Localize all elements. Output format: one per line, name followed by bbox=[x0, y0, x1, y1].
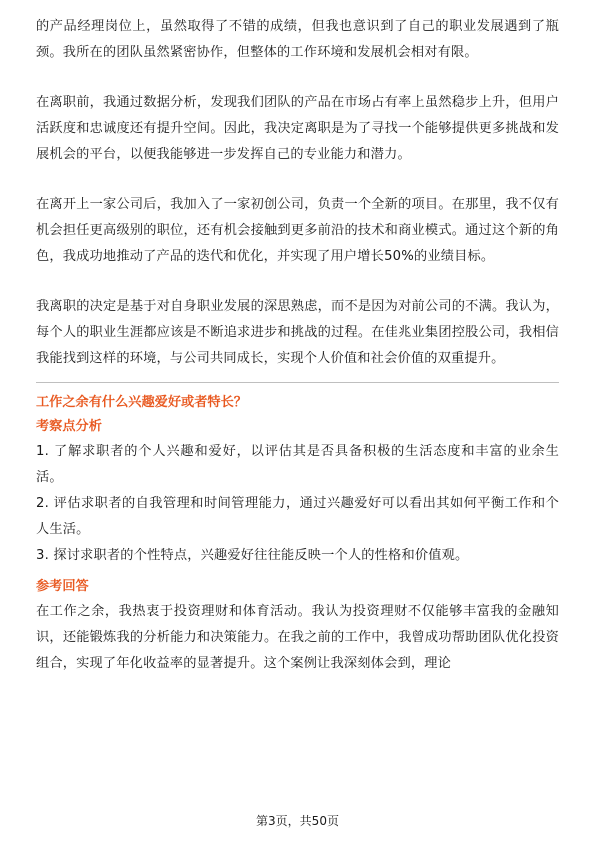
page-content bbox=[36, 14, 559, 677]
paragraph-spacer bbox=[36, 66, 559, 90]
analysis-item: 2. 评估求职者的自我管理和时间管理能力，通过兴趣爱好可以看出其如何平衡工作和个人生活。 bbox=[36, 496, 559, 537]
answer-text: 在工作之余，我热衷于投资理财和体育活动。我认为投资理财不仅能够丰富我的金融知识，还能锻炼我的分析能力和决策能力。在我之前的工作中，我曾成功帮助团队优化投资组合，实现了年化收益率的显著提升。这个案例让我深刻体会到，理论 bbox=[36, 604, 559, 671]
section-divider bbox=[36, 382, 559, 383]
body-paragraph: 我离职的决定是基于对自身职业发展的深思熟虑，而不是因为对前公司的不满。我认为，每个人的职业生涯都应该是不断追求进步和挑战的过程。在佳兆业集团控股公司，我相信我能找到这样的环境，与公司共同成长，实现个人价值和社会价值的双重提升。 bbox=[36, 299, 559, 366]
question-heading: 工作之余有什么兴趣爱好或者特长？ bbox=[36, 395, 247, 410]
body-paragraph: 在离职前，我通过数据分析，发现我们团队的产品在市场占有率上虽然稳步上升，但用户活跃度和忠诚度还有提升空间。因此，我决定离职是为了寻找一个能够提供更多挑战和发展机会的平台，以便我能够进一步发挥自己的专业能力和潜力。 bbox=[36, 95, 559, 162]
analysis-item: 1. 了解求职者的个人兴趣和爱好，以评估其是否具备积极的生活态度和丰富的业余生活。 bbox=[36, 444, 559, 485]
page-footer: 第3页，共50页 bbox=[256, 814, 339, 828]
paragraph-spacer bbox=[36, 168, 559, 192]
answer-heading: 参考回答 bbox=[36, 579, 89, 594]
body-paragraph: 在离开上一家公司后，我加入了一家初创公司，负责一个全新的项目。在那里，我不仅有机会担任更高级别的职位，还有机会接触到更多前沿的技术和商业模式。通过这个新的角色，我成功地推动了产品的迭代和优化，并实现了用户增长50%的业绩目标。 bbox=[36, 197, 559, 264]
analysis-item: 3. 探讨求职者的个性特点，兴趣爱好往往能反映一个人的性格和价值观。 bbox=[36, 548, 469, 563]
analysis-heading: 考察点分析 bbox=[36, 419, 102, 434]
body-paragraph: 的产品经理岗位上，虽然取得了不错的成绩，但我也意识到了自己的职业发展遇到了瓶颈。我所在的团队虽然紧密协作，但整体的工作环境和发展机会相对有限。 bbox=[36, 19, 559, 60]
paragraph-spacer bbox=[36, 270, 559, 294]
